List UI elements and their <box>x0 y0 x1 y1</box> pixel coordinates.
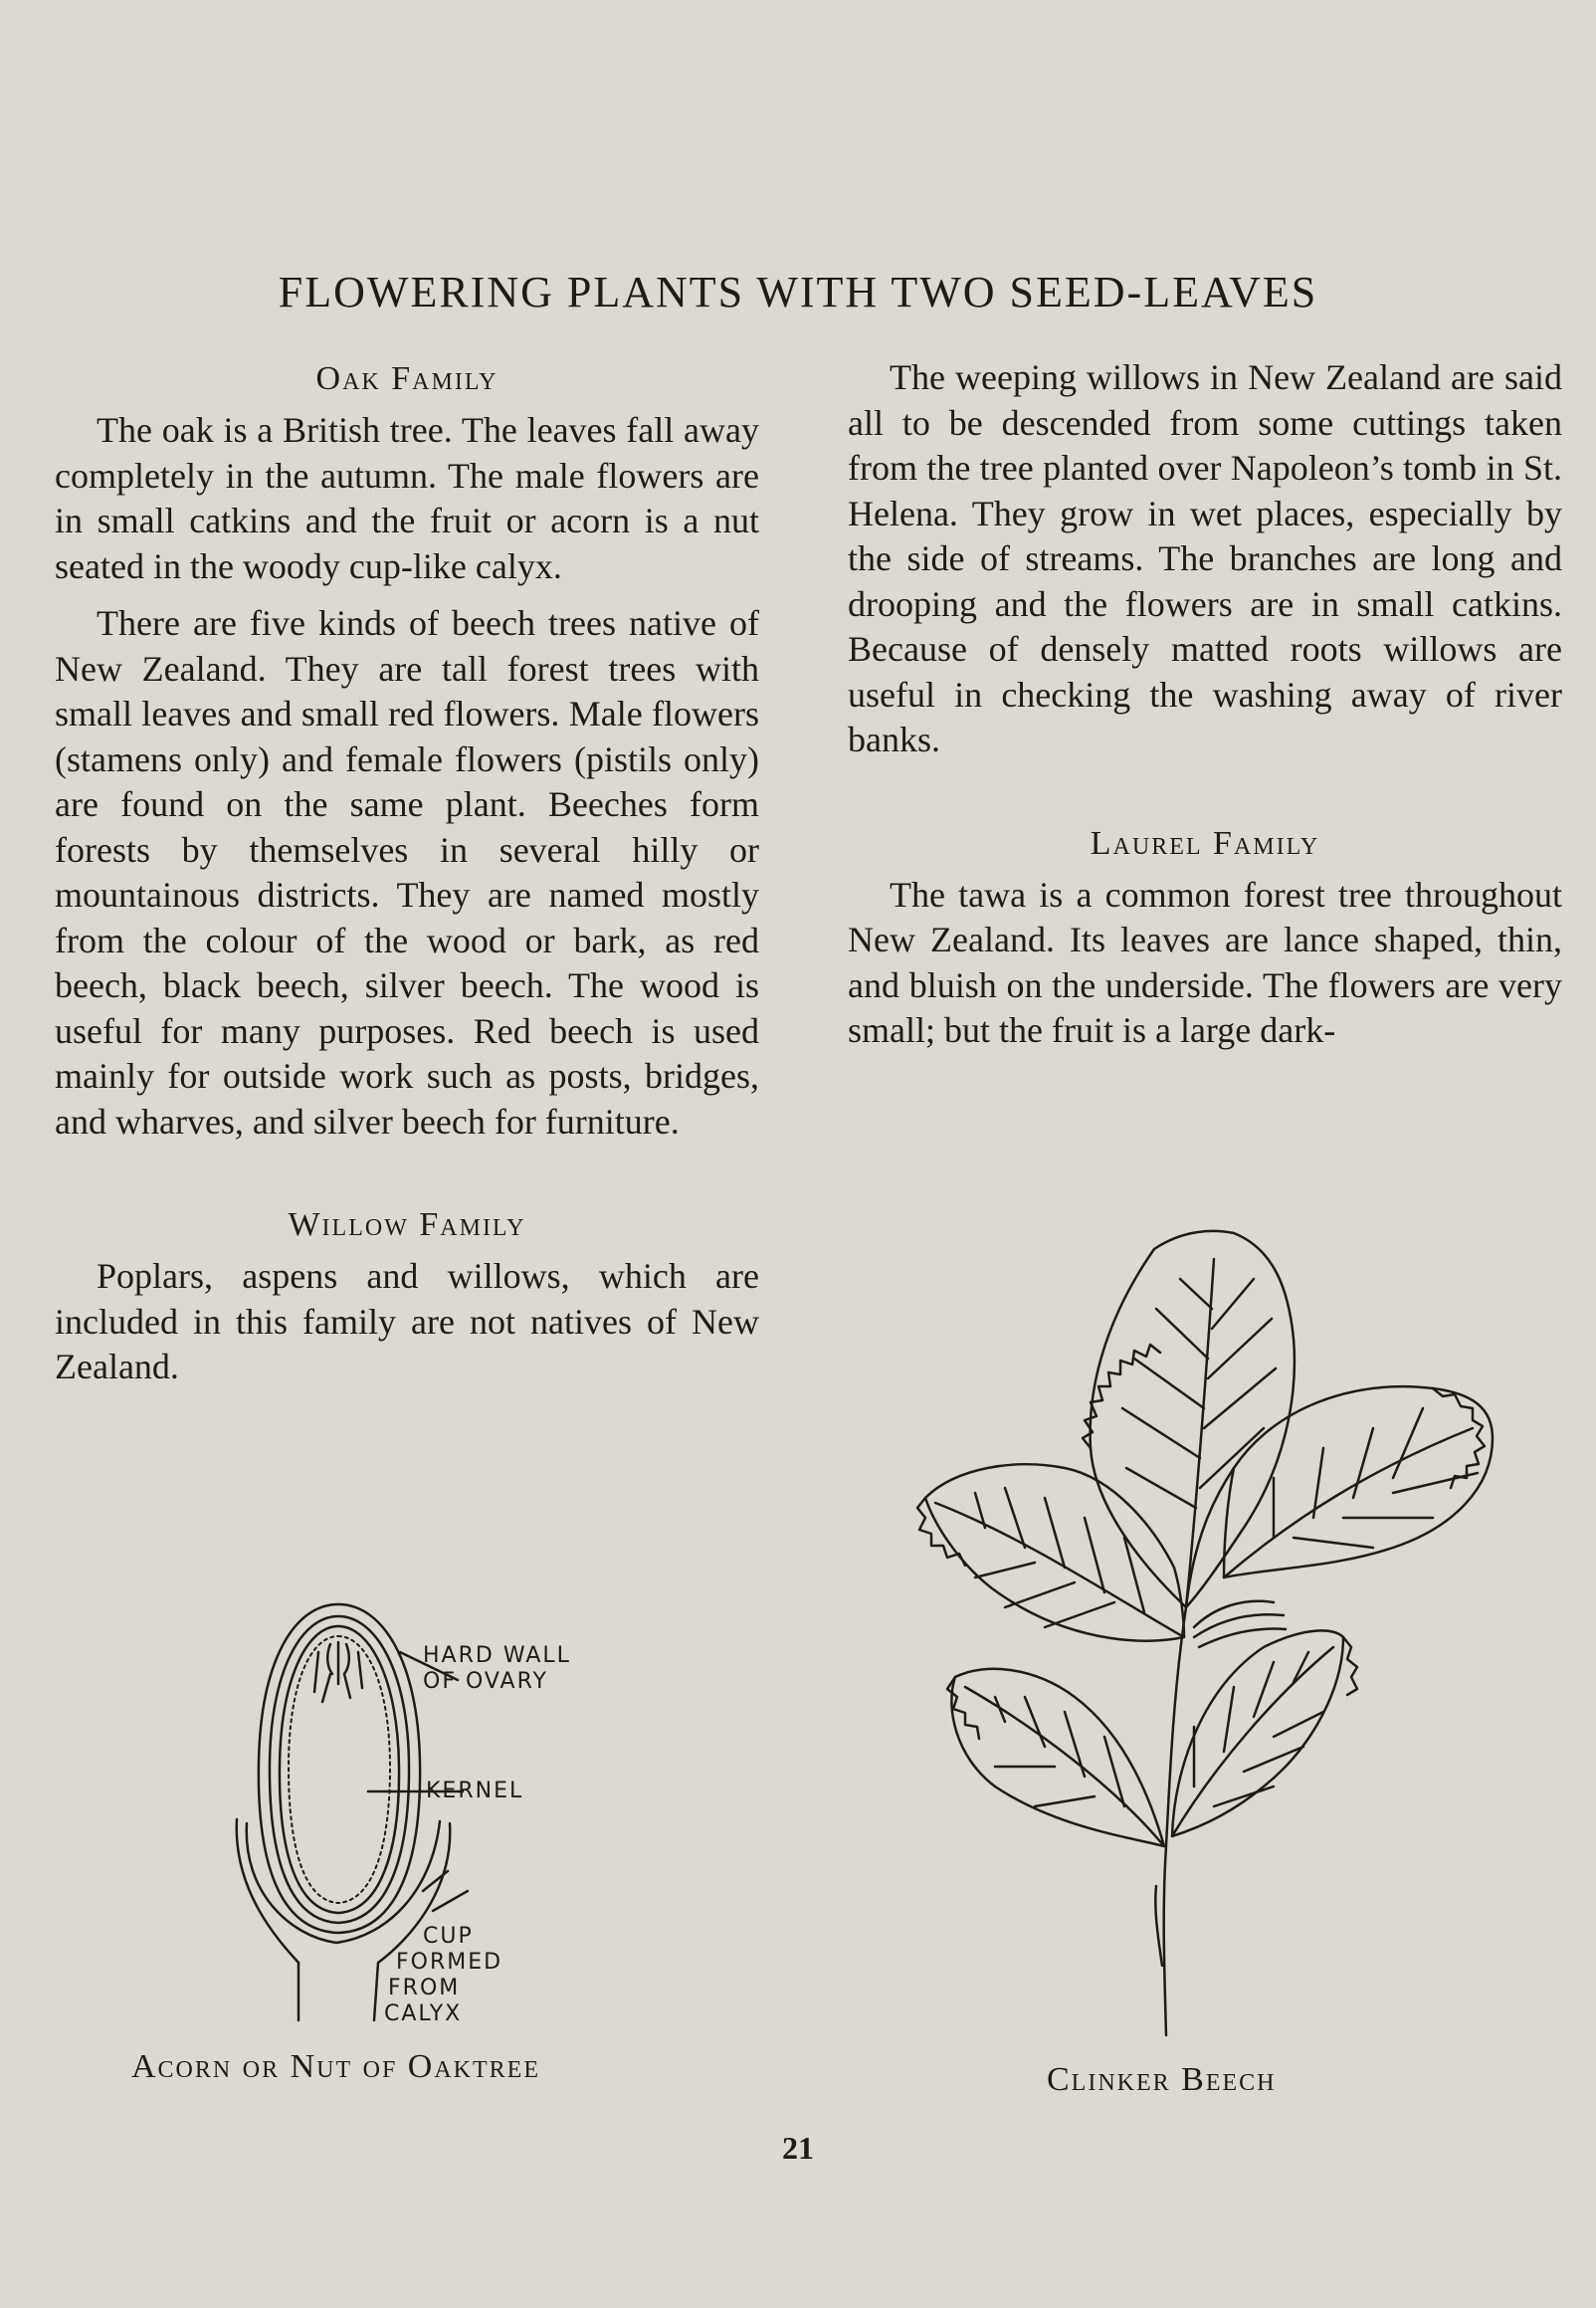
label-hard-wall-2: OF OVARY <box>423 1669 548 1694</box>
right-column <box>848 355 1562 1066</box>
willow-family-heading: Willow Family <box>288 1206 526 1243</box>
page-title: FLOWERING PLANTS WITH TWO SEED-LEAVES <box>278 268 1318 316</box>
label-hard-wall-1: HARD WALL <box>423 1643 571 1668</box>
oak-paragraph-2: There are five kinds of beech trees native of New Zealand. They are tall forest trees with small leaves and small red flowers. Male flowers (stamens only) and female flowers (pistils only) are found on the same plant. Beeches form forests by themselves in several hilly or mountainous districts. They are named mostly from the colour of the wood or bark, as red beech, black beech, silver beech. The wood is useful for many purposes. Red beech is used mainly for outside work such as posts, bridges, and wharves, and silver beech for furniture. <box>55 603 759 1142</box>
page-number: 21 <box>782 2130 814 2166</box>
label-cup-4: CALYX <box>384 2001 463 2026</box>
acorn-illustration <box>219 1592 637 2040</box>
willow-continued-paragraph: The weeping willows in New Zealand are said all to be descended from some cuttings taken from the tree planted over Napoleon’s tomb in St. Helena. They grow in wet places, especially by the side of streams. The branches are long and drooping and the flowers are in small catkins. Because of densely matted roots willows are useful in checking the washing away of river banks. <box>848 357 1562 759</box>
label-cup-3: FROM <box>388 1976 461 2000</box>
label-cup-1: CUP <box>423 1924 474 1949</box>
label-cup-2: FORMED <box>396 1950 503 1975</box>
acorn-caption: Acorn or Nut of Oaktree <box>131 2048 541 2085</box>
laurel-family-heading: Laurel Family <box>1090 824 1320 862</box>
laurel-paragraph-1: The tawa is a common forest tree throughout New Zealand. Its leaves are lance shaped, thin, and bluish on the underside. The flowers are very small; but the fruit is a large dark- <box>848 874 1562 1050</box>
clinker-beech-illustration <box>896 1209 1512 2055</box>
oak-paragraph-1: The oak is a British tree. The leaves fall away completely in the autumn. The male flowers are in small catkins and the fruit or acorn is a nut seated in the woody cup-like calyx. <box>55 410 759 586</box>
oak-family-heading: Oak Family <box>315 360 499 397</box>
left-column <box>55 360 759 1402</box>
willow-paragraph-1: Poplars, aspens and willows, which are included in this family are not natives of New Zealand. <box>55 1256 759 1386</box>
label-kernel: KERNEL <box>426 1779 524 1803</box>
beech-caption: Clinker Beech <box>1047 2061 1277 2098</box>
